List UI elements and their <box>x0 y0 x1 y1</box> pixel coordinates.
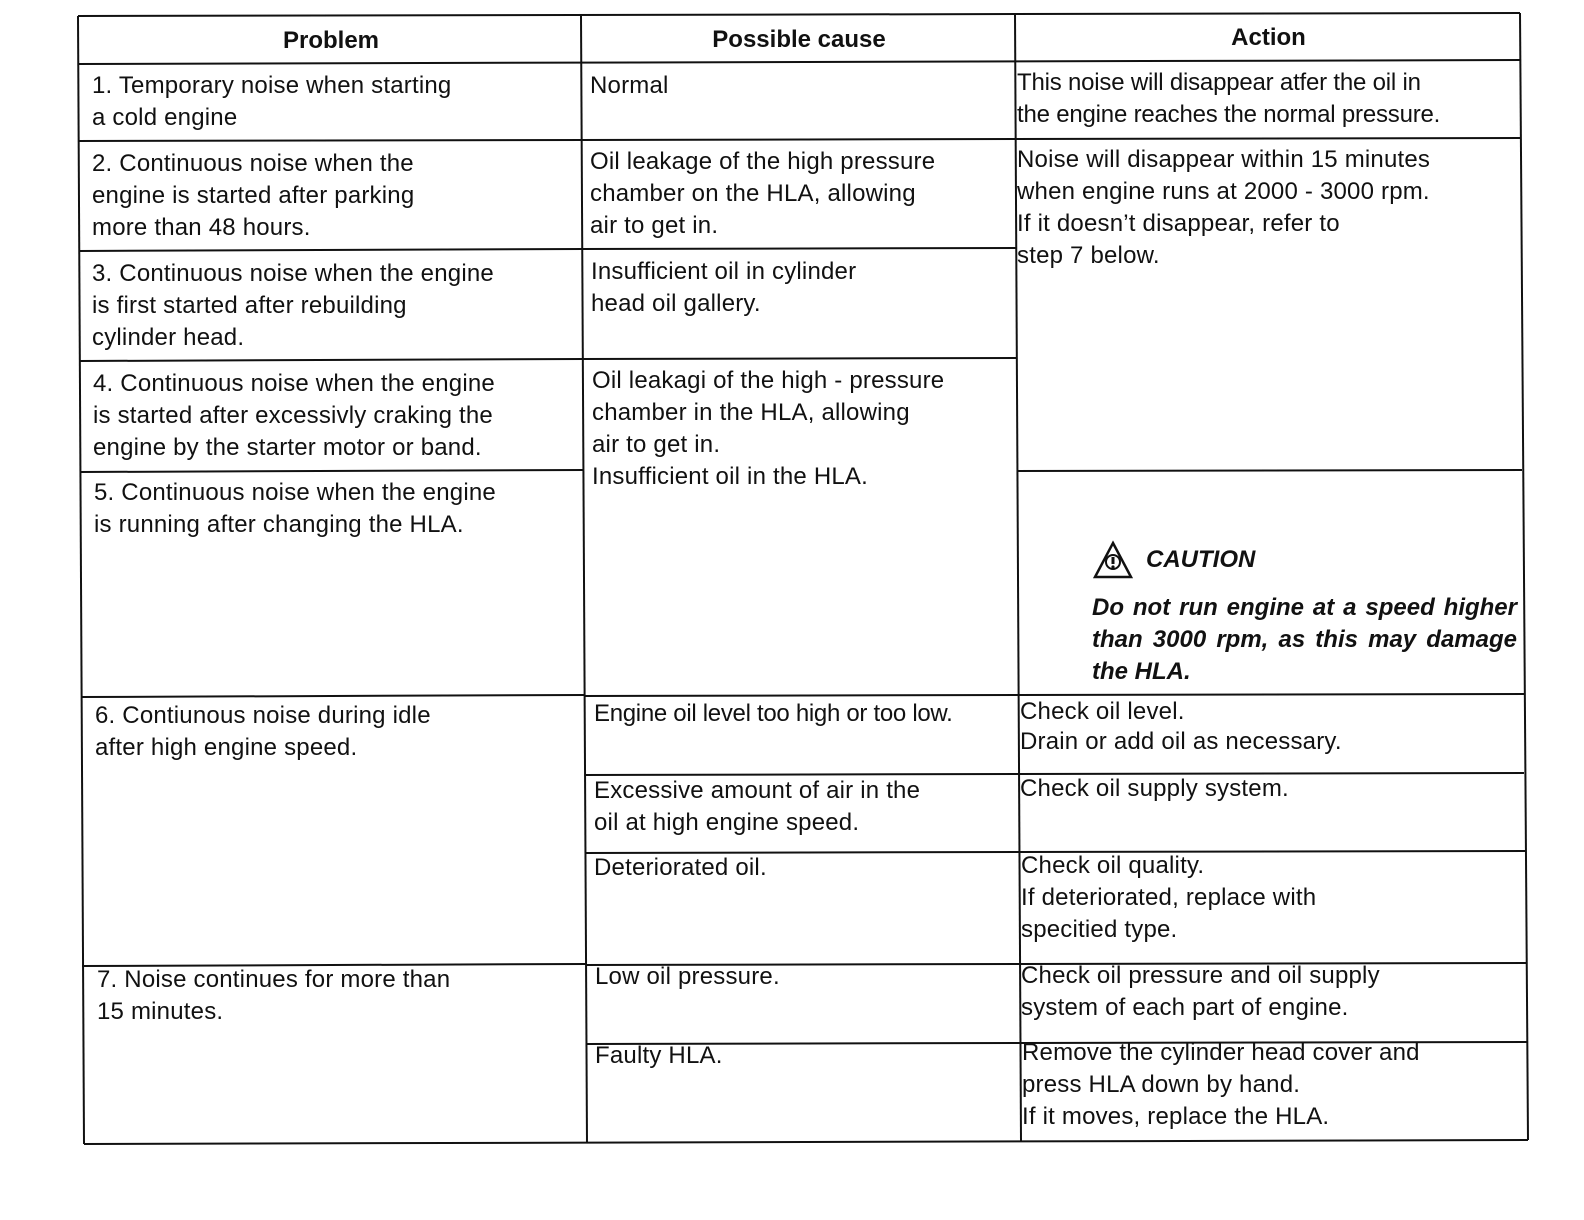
cause-cell: Faulty HLA. <box>595 1042 723 1069</box>
warning-icon <box>1092 540 1134 580</box>
header-problem: Problem <box>282 27 380 54</box>
caution-heading <box>1092 536 1517 584</box>
action-cell: Check oil supply system. <box>1020 775 1289 802</box>
cause-cell: Excessive amount of air in the oil at high engine speed. <box>594 777 921 836</box>
cause-cell: Normal <box>590 72 669 99</box>
header-possible-cause: Possible cause <box>712 26 886 53</box>
problem-cell: 2. Continuous noise when the engine is started after parking more than 48 hours. <box>92 150 415 241</box>
cause-cell: Oil leakage of the high pressure chamber on the HLA, allowing air to get in. <box>590 148 936 239</box>
action-cell: Noise will disappear within 15 minutes when engine runs at 2000 - 3000 rpm. If it doesn’t disappear, refer to step 7 below. <box>1017 146 1431 269</box>
cause-cell: Low oil pressure. <box>595 963 780 990</box>
header-action: Action <box>1231 24 1306 51</box>
cause-cell: Engine oil level too high or too low. <box>594 700 953 727</box>
cause-cell: Oil leakagi of the high - pressure chamber in the HLA, allowing air to get in. Insufficient oil in the HLA. <box>592 367 945 490</box>
caution-note <box>1092 536 1517 688</box>
caution-title: CAUTION <box>1146 546 1256 573</box>
problem-cell: 4. Continuous noise when the engine is started after excessivly craking the engine by the starter motor or band. <box>93 370 495 461</box>
action-cell: Check oil level. Drain or add oil as necessary. <box>1020 698 1342 755</box>
problem-cell: 1. Temporary noise when starting a cold engine <box>92 72 452 131</box>
action-cell: Check oil pressure and oil supply system of each part of engine. <box>1021 962 1380 1021</box>
action-cell: Remove the cylinder head cover and press HLA down by hand. If it moves, replace the HLA. <box>1022 1039 1420 1130</box>
caution-text: Do not run engine at a speed higher than 3000 rpm, as this may damage the HLA. <box>1092 594 1517 685</box>
cause-cell: Insufficient oil in cylinder head oil gallery. <box>591 258 857 317</box>
problem-cell: 6. Contiunous noise during idle after high engine speed. <box>95 702 431 761</box>
problem-cell: 3. Continuous noise when the engine is first started after rebuilding cylinder head. <box>92 260 494 351</box>
cause-cell: Deteriorated oil. <box>594 854 767 881</box>
problem-cell: 7. Noise continues for more than 15 minutes. <box>97 966 451 1025</box>
problem-cell: 5. Continuous noise when the engine is running after changing the HLA. <box>94 479 496 538</box>
action-cell: Check oil quality. If deteriorated, replace with specitied type. <box>1021 852 1317 943</box>
action-cell: This noise will disappear atfer the oil in the engine reaches the normal pressure. <box>1017 69 1441 128</box>
